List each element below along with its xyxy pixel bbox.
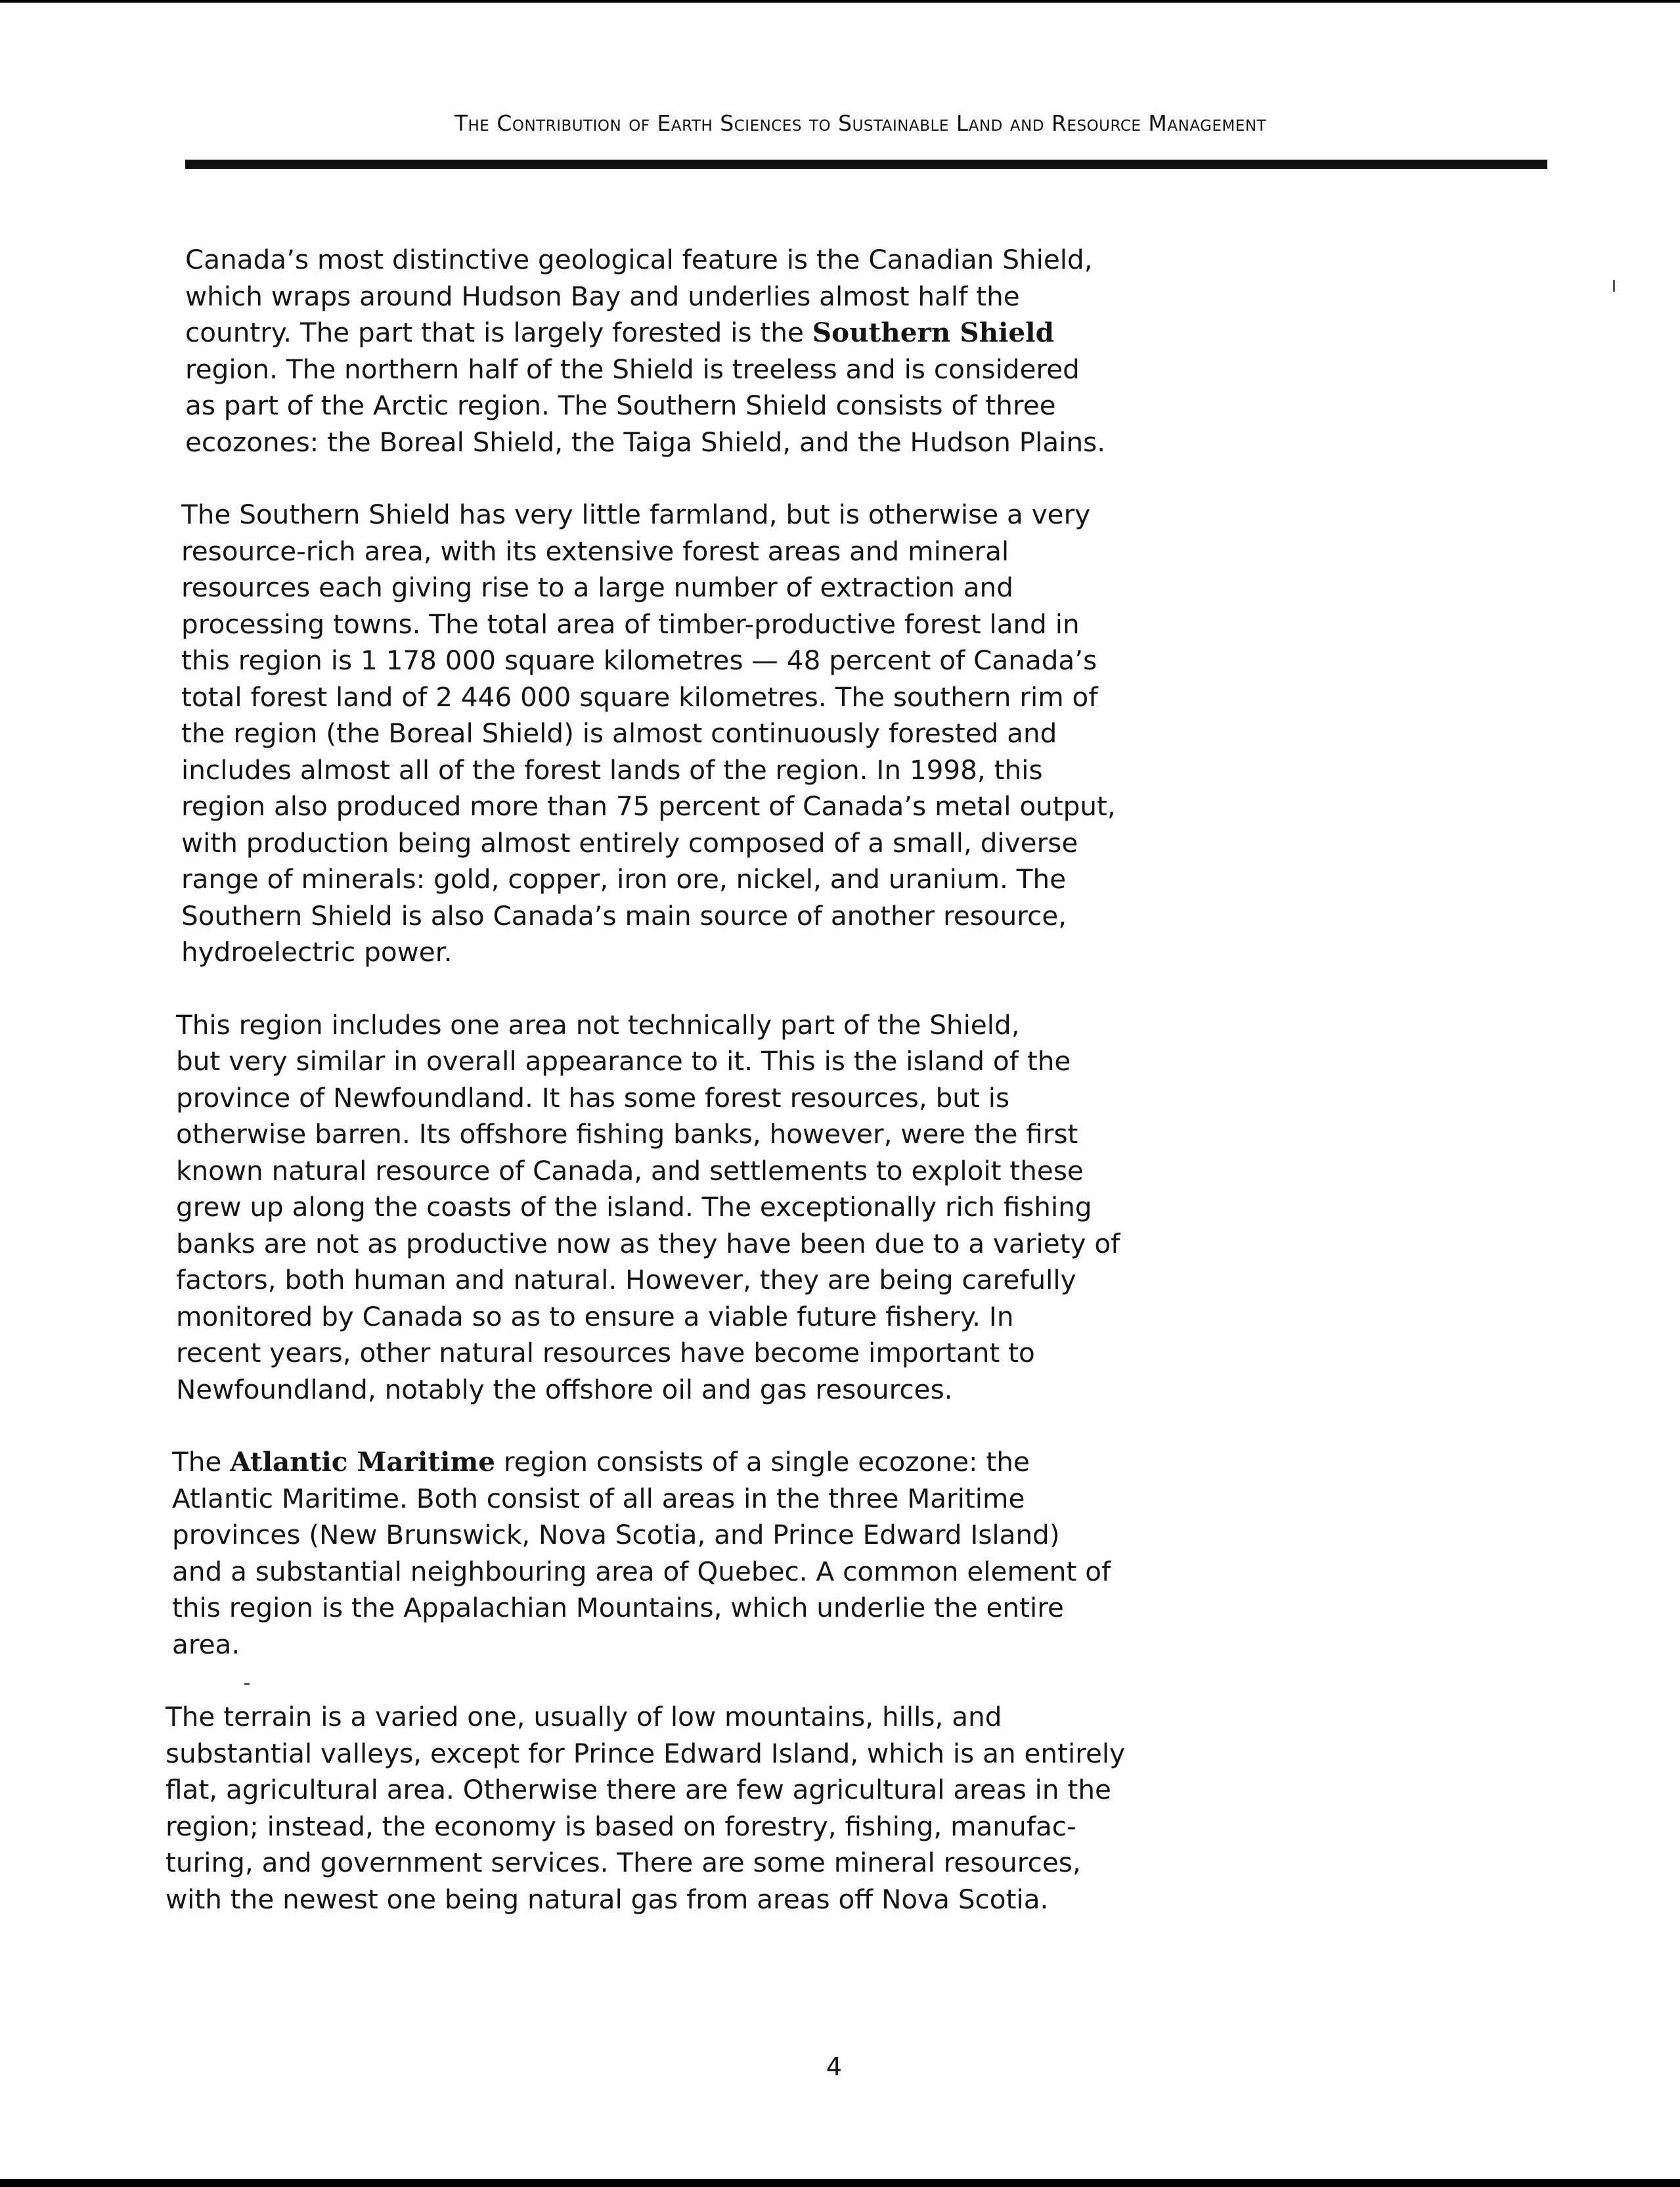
text-line: province of Newfoundland. It has some forest resources, but is: [176, 1081, 1010, 1114]
paragraph-newfoundland: [164, 1007, 1120, 1409]
running-header: The Contribution of Earth Sciences to Sustainable Land and Resource Management: [454, 110, 1267, 136]
scan-speck: [1613, 280, 1615, 292]
paragraph-atlantic-maritime: [164, 1444, 1110, 1663]
text-line: banks are not as productive now as they have been due to a variety of: [176, 1227, 1120, 1259]
text-line: This region includes one area not technically part of the Shield,: [176, 1008, 1020, 1041]
text-line: provinces (New Brunswick, Nova Scotia, and Prince Edward Island): [172, 1519, 1060, 1550]
text-line: recent years, other natural resources have become important to: [176, 1337, 1035, 1368]
text-line: resource-rich area, with its extensive forest areas and mineral: [181, 535, 1009, 567]
text-line: with production being almost entirely composed of a small, diverse: [181, 826, 1078, 859]
text-line: grew up along the coasts of the island. The exceptionally rich fishing: [176, 1191, 1092, 1223]
text-line: turing, and government services. There are some mineral resources,: [166, 1847, 1081, 1878]
text-run: region consists of a single ecozone: the: [495, 1446, 1030, 1477]
text-run: country. The part that is largely forested is the: [185, 317, 812, 348]
text-line: Canada’s most distinctive geological feature is the Canadian Shield,: [185, 244, 1093, 275]
text-line: range of minerals: gold, copper, iron ore, nickel, and uranium. The: [181, 863, 1067, 895]
text-line: with the newest one being natural gas from areas off Nova Scotia.: [166, 1883, 1049, 1915]
text-line: this region is the Appalachian Mountains, which underlie the entire: [172, 1592, 1064, 1623]
text-line: hydroelectric power.: [181, 936, 453, 968]
scan-speck: [244, 1683, 250, 1685]
text-line: resources each giving rise to a large number of extraction and: [181, 572, 1013, 603]
text-line: this region is 1 178 000 square kilometres — 48 percent of Canada’s: [181, 644, 1097, 676]
scan-bottom-edge: [0, 2179, 1680, 2187]
text-line: The terrain is a varied one, usually of low mountains, hills, and: [166, 1701, 1002, 1732]
region-name-atlantic-maritime: Atlantic Maritime: [230, 1446, 496, 1477]
region-name-southern-shield: Southern Shield: [812, 317, 1054, 348]
body-text: [164, 242, 1126, 1954]
text-line: otherwise barren. Its offshore fishing banks, however, were the first: [176, 1118, 1078, 1150]
text-line: Southern Shield is also Canada’s main source of another resource,: [181, 899, 1067, 932]
text-line: but very similar in overall appearance to it. This is the island of the: [176, 1045, 1071, 1077]
text-line: region; instead, the economy is based on forestry, fishing, manufac-: [166, 1810, 1076, 1842]
text-line: Newfoundland, notably the offshore oil and gas resources.: [176, 1373, 953, 1405]
text-line: as part of the Arctic region. The Southern Shield consists of three: [185, 390, 1056, 421]
text-line: [172, 1444, 1110, 1481]
header-rule: [185, 160, 1547, 169]
text-line: Atlantic Maritime. Both consist of all areas in the three Maritime: [172, 1482, 1025, 1514]
text-run: The: [172, 1446, 231, 1477]
text-line: monitored by Canada so as to ensure a viable future fishery. In: [176, 1300, 1014, 1332]
scan-top-edge: [0, 0, 1680, 3]
text-line: includes almost all of the forest lands of the region. In 1998, this: [181, 754, 1043, 786]
paragraph-southern-shield-resources: [164, 497, 1116, 971]
text-line: total forest land of 2 446 000 square kilometres. The southern rim of: [181, 681, 1098, 713]
text-line: region also produced more than 75 percent of Canada’s metal output,: [181, 790, 1116, 822]
text-line: substantial valleys, except for Prince Edward Island, which is an entirely: [166, 1737, 1126, 1769]
page-number: 4: [826, 2052, 843, 2081]
paragraph-terrain: [164, 1699, 1126, 1918]
text-line: the region (the Boreal Shield) is almost continuously forested and: [181, 717, 1057, 749]
text-line: region. The northern half of the Shield is treeless and is considered: [185, 353, 1080, 385]
text-line: known natural resource of Canada, and settlements to exploit these: [176, 1154, 1084, 1186]
text-line: and a substantial neighbouring area of Quebec. A common element of: [172, 1555, 1111, 1587]
paragraph-southern-shield-intro: [164, 242, 1110, 461]
text-line: factors, both human and natural. However, they are being carefully: [176, 1264, 1076, 1296]
text-line: ecozones: the Boreal Shield, the Taiga Shield, and the Hudson Plains.: [185, 426, 1106, 458]
text-line: area.: [172, 1628, 240, 1660]
text-line: flat, agricultural area. Otherwise there are few agricultural areas in the: [166, 1774, 1111, 1805]
text-line: The Southern Shield has very little farmland, but is otherwise a very: [181, 499, 1091, 530]
text-line: processing towns. The total area of timber-productive forest land in: [181, 608, 1080, 640]
text-line: which wraps around Hudson Bay and underlies almost half the: [185, 280, 1020, 312]
text-line: [185, 315, 1110, 351]
